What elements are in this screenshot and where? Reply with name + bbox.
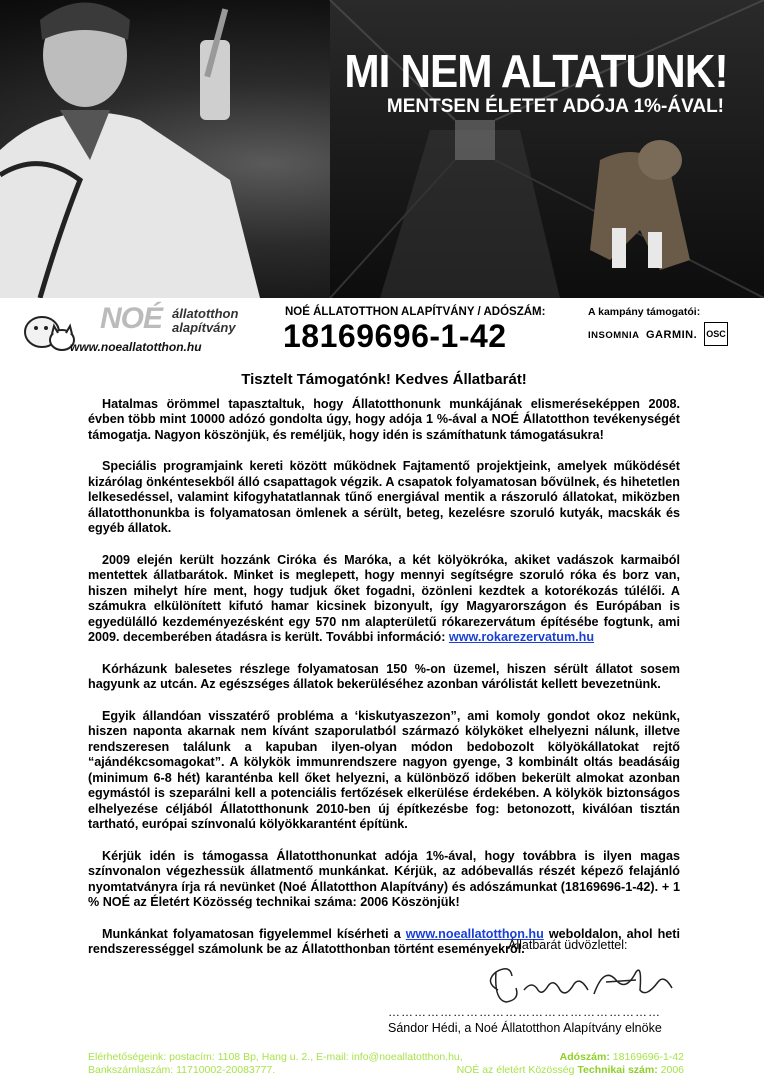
- footer-tax-label: Adószám:: [559, 1051, 610, 1063]
- hero-banner: [0, 0, 764, 298]
- footer-row-1: [88, 1051, 684, 1064]
- signer-name: Sándor Hédi, a Noé Állatotthon Alapítvány elnöke: [388, 1021, 662, 1035]
- footer-community: NOÉ az életért Közösség: [456, 1064, 575, 1076]
- footer-contact: Elérhetőségeink: postacím: 1108 Bp, Hang u. 2., E-mail: info@noeallatotthon.hu,: [88, 1051, 463, 1063]
- paragraph-7-text-after: weboldalon, ahol heti rendszerességgel számolunk be az Állatotthonban történt eseményekről.: [88, 926, 680, 956]
- paragraph-1: Hatalmas örömmel tapasztaltuk, hogy Állatotthonunk munkájának elismeréseképpen 2008. évben több mint 10000 adózó gondolta úgy, hogy adója 1 %-ával a NOÉ Állatotthon tevékenységét támogatja. Nagyon köszönjük, és reméljük, hogy idén is számíthatunk támogatásukra!: [88, 396, 680, 442]
- paragraph-4: Kórházunk balesetes részlege folyamatosan 150 %-on üzemel, hiszen sérült állatot sosem hagyunk az utcán. Az egészséges állatok bekerüléséhez azonban várólistát kellett bevezetnünk.: [88, 661, 680, 691]
- footer-technical-label: Technikai szám:: [577, 1064, 658, 1076]
- letter-title: Tisztelt Támogatónk! Kedves Állatbarát!: [241, 371, 527, 388]
- paragraph-5: Egyik állandóan visszatérő probléma a ‘kiskutyaszezon”, ami komoly gondot okoz nekünk, hiszen naponta akarnak nem kívánt szaporulatból származó kölyköket elhelyezni nálunk, illetve rendszeresen találunk a kapuban ilyen-olyan módon bedobozolt kölyökállatokat rejtő “ajándékcsomagokat”. A kölykök immunrendszere nagyon gyenge, 3 kombinált oltás beadásáig (minimum 6-8 hét) karanténba kell őket helyezni, a különböző időben bekerült almokat azonban egymástól is szeparálni kell a potenciális fertőzések elkerülése érdekében. A kölykök biztonságos elhelyezése céljából Állatotthonunk 2010-ben új építkezésbe fog: betonozott, kiválóan tisztán tartható, európai színvonalú kölyökkarantént építünk.: [88, 708, 680, 831]
- noe-logo[interactable]: [22, 302, 262, 356]
- sponsors-label: A kampány támogatói:: [588, 306, 701, 318]
- sponsor-insomnia-logo: INSOMNIA: [588, 330, 640, 341]
- noeallatotthon-link[interactable]: www.noeallatotthon.hu: [405, 926, 544, 941]
- footer-tax: [560, 1051, 684, 1064]
- noe-wordmark: NOÉ: [100, 302, 163, 335]
- tax-number: 18169696-1-42: [283, 318, 507, 354]
- headline: MI NEM ALTATUNK!: [344, 45, 728, 97]
- paragraph-2: Speciális programjaink kereti között működnek Fajtamentő projektjeink, amelyek működését kizárólag önkéntesekből álló csapattagok végzik. A csapatok folyamatosan bővülnek, és hihetetlen lelkesedéssel, valamint kifogyhatatlannak tűnő energiával mentik a rászoruló állatokat, miközben állatotthonunkba is folyamatosan ömlenek a sérült, beteg, kezelésre szoruló kutyák, macskák és egyéb állatok.: [88, 459, 680, 535]
- signature-line: ………………………………………………………: [388, 1005, 661, 1019]
- noe-subtitle-2: alapítvány: [172, 320, 236, 335]
- footer-technical-value: 2006: [660, 1064, 684, 1076]
- footer-tax-value: 18169696-1-42: [612, 1051, 684, 1063]
- paragraph-3: [88, 553, 680, 646]
- letter-body: [88, 372, 680, 974]
- paragraph-3-text: 2009 elején került hozzánk Ciróka és Maróka, a két kölyökróka, akiket vadászok karmaiból mentettek állatbarátok. Minket is meglepett, hogy mennyi segítségre szoruló róka és borz van, hiszen mihelyt híre ment, hogy tudjuk őket fogadni, özönleni kezdtek a kotorékozás túlélői. A számukra elkülönített kifutó hamar kicsinek bizonyult, így Magyarországon és Európában is egyedülálló kezdeményezésként egy 570 nm alapterületű rókarezervátum építésébe fogtunk, ami 2009. decemberében átadásra is került. További információ:: [88, 552, 680, 644]
- footer-bank: Bankszámlaszám: 11710002-20083777.: [88, 1064, 276, 1076]
- tax-label: NOÉ ÁLLATOTTHON ALAPÍTVÁNY / ADÓSZÁM:: [285, 306, 546, 318]
- subheadline: MENTSEN ÉLETET ADÓJA 1%-ÁVAL!: [386, 96, 724, 117]
- sponsor-osc-logo: OSC: [704, 322, 728, 346]
- noe-subtitle-1: állatotthon: [172, 306, 239, 321]
- closing-greeting: Állatbarát üdvözlettel:: [508, 938, 628, 952]
- footer-row-2: [88, 1064, 684, 1077]
- noe-url[interactable]: www.noeallatotthon.hu: [70, 340, 202, 354]
- paragraph-7-text-before: Munkánkat folyamatosan figyelemmel kísérheti a: [102, 926, 406, 941]
- footer: [88, 1051, 684, 1077]
- handwritten-signature: [476, 960, 686, 1010]
- rokarezervatum-link[interactable]: www.rokarezervatum.hu: [448, 630, 595, 644]
- logo-band: [0, 298, 764, 360]
- sponsor-garmin-logo: GARMIN.: [646, 329, 698, 341]
- paragraph-6: Kérjük idén is támogassa Állatotthonunkat adója 1%-ával, hogy továbbra is ilyen magas színvonalon végezhessük állatmentő munkánkat. Kérjük, az adóbevallás részét képező felajánló nyomtatványra írja rá nevünket (Noé Állatotthon Alapítvány) és adószámunkat (18169696-1-42). + 1 % NOÉ az Életért Közösség technikai száma: 2006 Köszönjük!: [88, 848, 680, 909]
- footer-technical: [457, 1064, 684, 1077]
